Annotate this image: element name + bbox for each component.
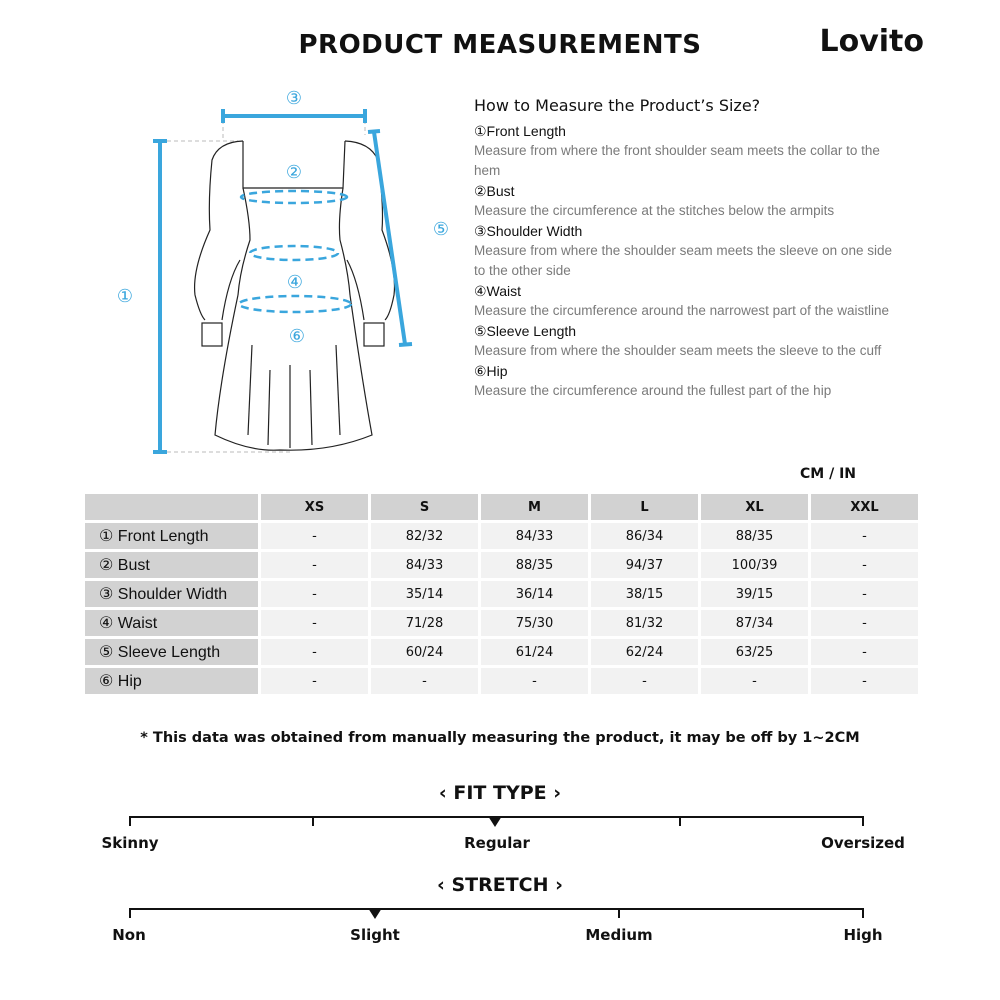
- table-cell: -: [261, 639, 368, 665]
- table-cell: 87/34: [701, 610, 808, 636]
- column-header: S: [371, 494, 478, 520]
- stretch-selected-marker-icon: [368, 908, 382, 919]
- table-row: [85, 523, 918, 549]
- guide-item-desc: Measure from where the front shoulder seam meets the collar to the hem: [474, 143, 880, 178]
- fit-scale-line: [129, 816, 864, 818]
- row-label: ⑥ Hip: [85, 668, 258, 694]
- fit-label-regular: Regular: [464, 834, 530, 852]
- table-cell: -: [261, 668, 368, 694]
- guide-item-desc: Measure from where the shoulder seam meets the sleeve to the cuff: [474, 343, 882, 358]
- marker-4: ④: [286, 272, 304, 293]
- guide-item-front-length: [474, 121, 904, 181]
- table-cell: -: [811, 639, 918, 665]
- bust-line: [241, 191, 347, 203]
- table-cell: 36/14: [481, 581, 588, 607]
- column-header: XS: [261, 494, 368, 520]
- guide-item-title: ⑤Sleeve Length: [474, 323, 577, 339]
- table-cell: 82/32: [371, 523, 478, 549]
- fit-tick: [862, 816, 864, 826]
- waist-line: [250, 246, 338, 260]
- table-cell: -: [371, 668, 478, 694]
- guide-item-desc: Measure the circumference around the fullest part of the hip: [474, 383, 832, 398]
- page-title: PRODUCT MEASUREMENTS: [298, 30, 702, 60]
- table-cell: 39/15: [701, 581, 808, 607]
- guide-item-waist: [474, 281, 904, 321]
- guide-item-title: ④Waist: [474, 283, 522, 299]
- table-cell: -: [811, 552, 918, 578]
- guide-item-hip: [474, 361, 904, 401]
- column-header: L: [591, 494, 698, 520]
- table-cell: -: [701, 668, 808, 694]
- table-cell: 60/24: [371, 639, 478, 665]
- table-cell: -: [261, 523, 368, 549]
- stretch-scale-line: [129, 908, 864, 910]
- fit-type-title: ‹ FIT TYPE ›: [438, 782, 562, 804]
- guide-item-shoulder-width: [474, 221, 904, 281]
- table-cell: 88/35: [481, 552, 588, 578]
- stretch-tick: [129, 908, 131, 918]
- marker-3: ③: [285, 88, 303, 109]
- row-label: ③ Shoulder Width: [85, 581, 258, 607]
- table-row: [85, 581, 918, 607]
- column-header: XXL: [811, 494, 918, 520]
- brand-logo: Lovito: [819, 24, 924, 59]
- table-cell: 62/24: [591, 639, 698, 665]
- guide-item-title: ⑥Hip: [474, 363, 508, 379]
- table-cell: -: [811, 581, 918, 607]
- dress-measurement-diagram: [100, 80, 460, 460]
- stretch-label-high: High: [843, 926, 883, 944]
- guide-item-desc: Measure from where the shoulder seam meets the sleeve on one side to the other side: [474, 243, 892, 278]
- table-cell: -: [811, 610, 918, 636]
- table-row: [85, 639, 918, 665]
- table-cell: -: [811, 523, 918, 549]
- table-cell: 86/34: [591, 523, 698, 549]
- row-label: ④ Waist: [85, 610, 258, 636]
- table-cell: 35/14: [371, 581, 478, 607]
- table-cell: -: [261, 581, 368, 607]
- stretch-label-non: Non: [112, 926, 146, 944]
- row-label: ⑤ Sleeve Length: [85, 639, 258, 665]
- table-cell: -: [811, 668, 918, 694]
- hip-line: [239, 296, 351, 312]
- stretch-tick: [618, 908, 620, 918]
- table-cell: -: [591, 668, 698, 694]
- stretch-label-medium: Medium: [585, 926, 653, 944]
- table-cell: 63/25: [701, 639, 808, 665]
- table-cell: -: [261, 610, 368, 636]
- marker-2: ②: [285, 162, 303, 183]
- table-cell: -: [481, 668, 588, 694]
- table-cell: 100/39: [701, 552, 808, 578]
- guide-item-sleeve-length: [474, 321, 904, 361]
- fit-tick: [129, 816, 131, 826]
- column-header: XL: [701, 494, 808, 520]
- guide-item-title: ①Front Length: [474, 123, 566, 139]
- fit-tick: [312, 816, 314, 826]
- table-cell: 81/32: [591, 610, 698, 636]
- stretch-tick: [862, 908, 864, 918]
- table-row: [85, 610, 918, 636]
- marker-6: ⑥: [288, 326, 306, 347]
- unit-label: CM / IN: [800, 466, 856, 482]
- table-row: [85, 552, 918, 578]
- table-cell: 38/15: [591, 581, 698, 607]
- row-label: ① Front Length: [85, 523, 258, 549]
- table-cell: 84/33: [371, 552, 478, 578]
- fit-label-skinny: Skinny: [101, 834, 159, 852]
- stretch-label-slight: Slight: [350, 926, 400, 944]
- fit-label-oversized: Oversized: [821, 834, 905, 852]
- marker-1: ①: [116, 286, 134, 307]
- stretch-title: ‹ STRETCH ›: [437, 874, 563, 896]
- guide-item-title: ③Shoulder Width: [474, 223, 583, 239]
- table-cell: -: [261, 552, 368, 578]
- table-row: [85, 668, 918, 694]
- table-cell: 61/24: [481, 639, 588, 665]
- size-table: [82, 491, 921, 697]
- guide-item-bust: [474, 181, 904, 221]
- fit-tick: [679, 816, 681, 826]
- measurement-guide: [474, 96, 904, 401]
- measurement-note: * This data was obtained from manually measuring the product, it may be off by 1~2CM: [140, 730, 860, 746]
- table-cell: 75/30: [481, 610, 588, 636]
- table-header-row: [85, 494, 918, 520]
- table-corner: [85, 494, 258, 520]
- guide-heading: How to Measure the Product’s Size?: [474, 96, 761, 115]
- table-cell: 94/37: [591, 552, 698, 578]
- table-cell: 84/33: [481, 523, 588, 549]
- guide-item-title: ②Bust: [474, 183, 515, 199]
- row-label: ② Bust: [85, 552, 258, 578]
- guide-item-desc: Measure the circumference at the stitches below the armpits: [474, 203, 835, 218]
- fit-selected-marker-icon: [488, 816, 502, 827]
- table-cell: 71/28: [371, 610, 478, 636]
- column-header: M: [481, 494, 588, 520]
- marker-5: ⑤: [432, 219, 450, 240]
- table-cell: 88/35: [701, 523, 808, 549]
- guide-item-desc: Measure the circumference around the narrowest part of the waistline: [474, 303, 889, 318]
